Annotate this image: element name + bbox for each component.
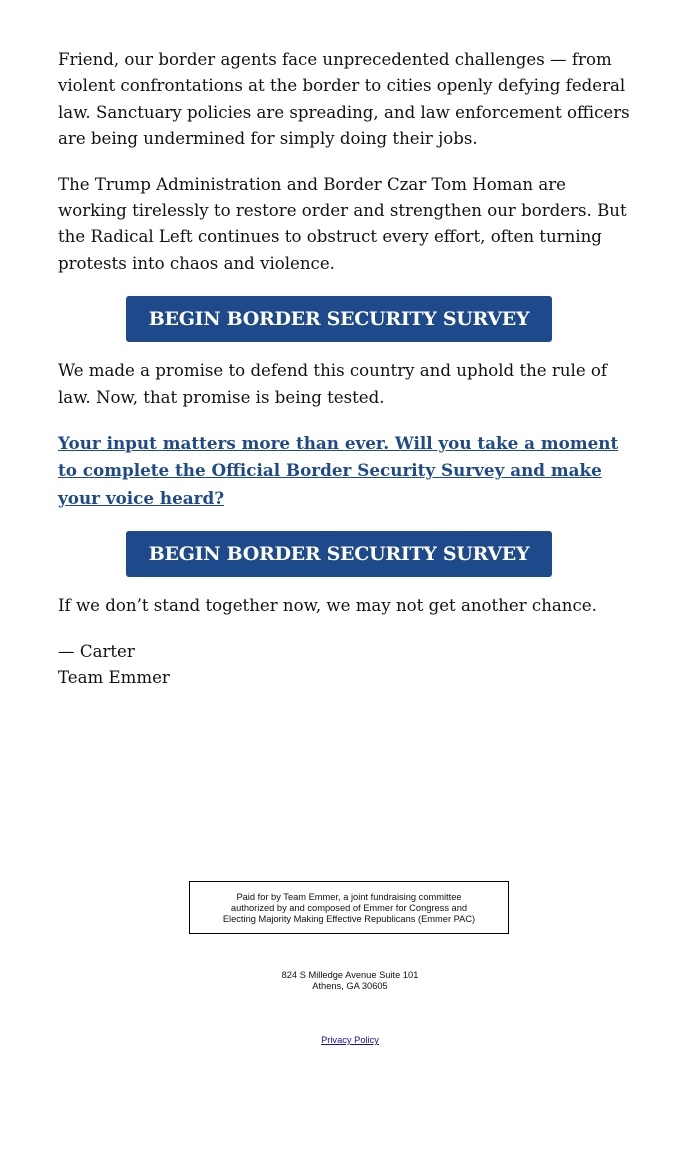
mailing-address: [0, 970, 700, 992]
begin-survey-button[interactable]: BEGIN BORDER SECURITY SURVEY: [126, 296, 552, 342]
survey-link[interactable]: Your input matters more than ever. Will you take a moment to complete the Official Border Security Survey and make your voice heard?: [58, 433, 619, 508]
paragraph-closing: If we don’t stand together now, we may not get another chance.: [58, 596, 597, 616]
address-line: Athens, GA 30605: [312, 981, 388, 991]
signature-team: Team Emmer: [58, 668, 170, 688]
disclaimer-line: Electing Majority Making Effective Republicans (Emmer PAC): [222, 914, 476, 924]
paragraph-intro: Friend, our border agents face unprecedented challenges — from violent confrontations at the border to cities openly defying federal law. Sanctuary policies are spreading, and law enforcement officers are being undermined for simply doing their jobs.: [58, 50, 630, 149]
begin-survey-button-2[interactable]: BEGIN BORDER SECURITY SURVEY: [126, 531, 552, 577]
email-body: [58, 47, 636, 692]
address-line: 824 S Milledge Avenue Suite 101: [281, 970, 419, 980]
paragraph-administration: The Trump Administration and Border Czar Tom Homan are working tirelessly to restore order and strengthen our borders. But the Radical Left continues to obstruct every effort, often turning protests into chaos and violence.: [58, 174, 627, 273]
paid-for-disclaimer: [189, 881, 509, 934]
disclaimer-line: authorized by and composed of Emmer for Congress and: [230, 903, 468, 913]
signature-name: — Carter: [58, 641, 135, 661]
disclaimer-line: Paid for by Team Emmer, a joint fundraising committee: [236, 892, 462, 902]
paragraph-promise: We made a promise to defend this country and uphold the rule of law. Now, that promise is being tested.: [58, 361, 608, 407]
privacy-policy-link[interactable]: Privacy Policy: [321, 1035, 379, 1045]
